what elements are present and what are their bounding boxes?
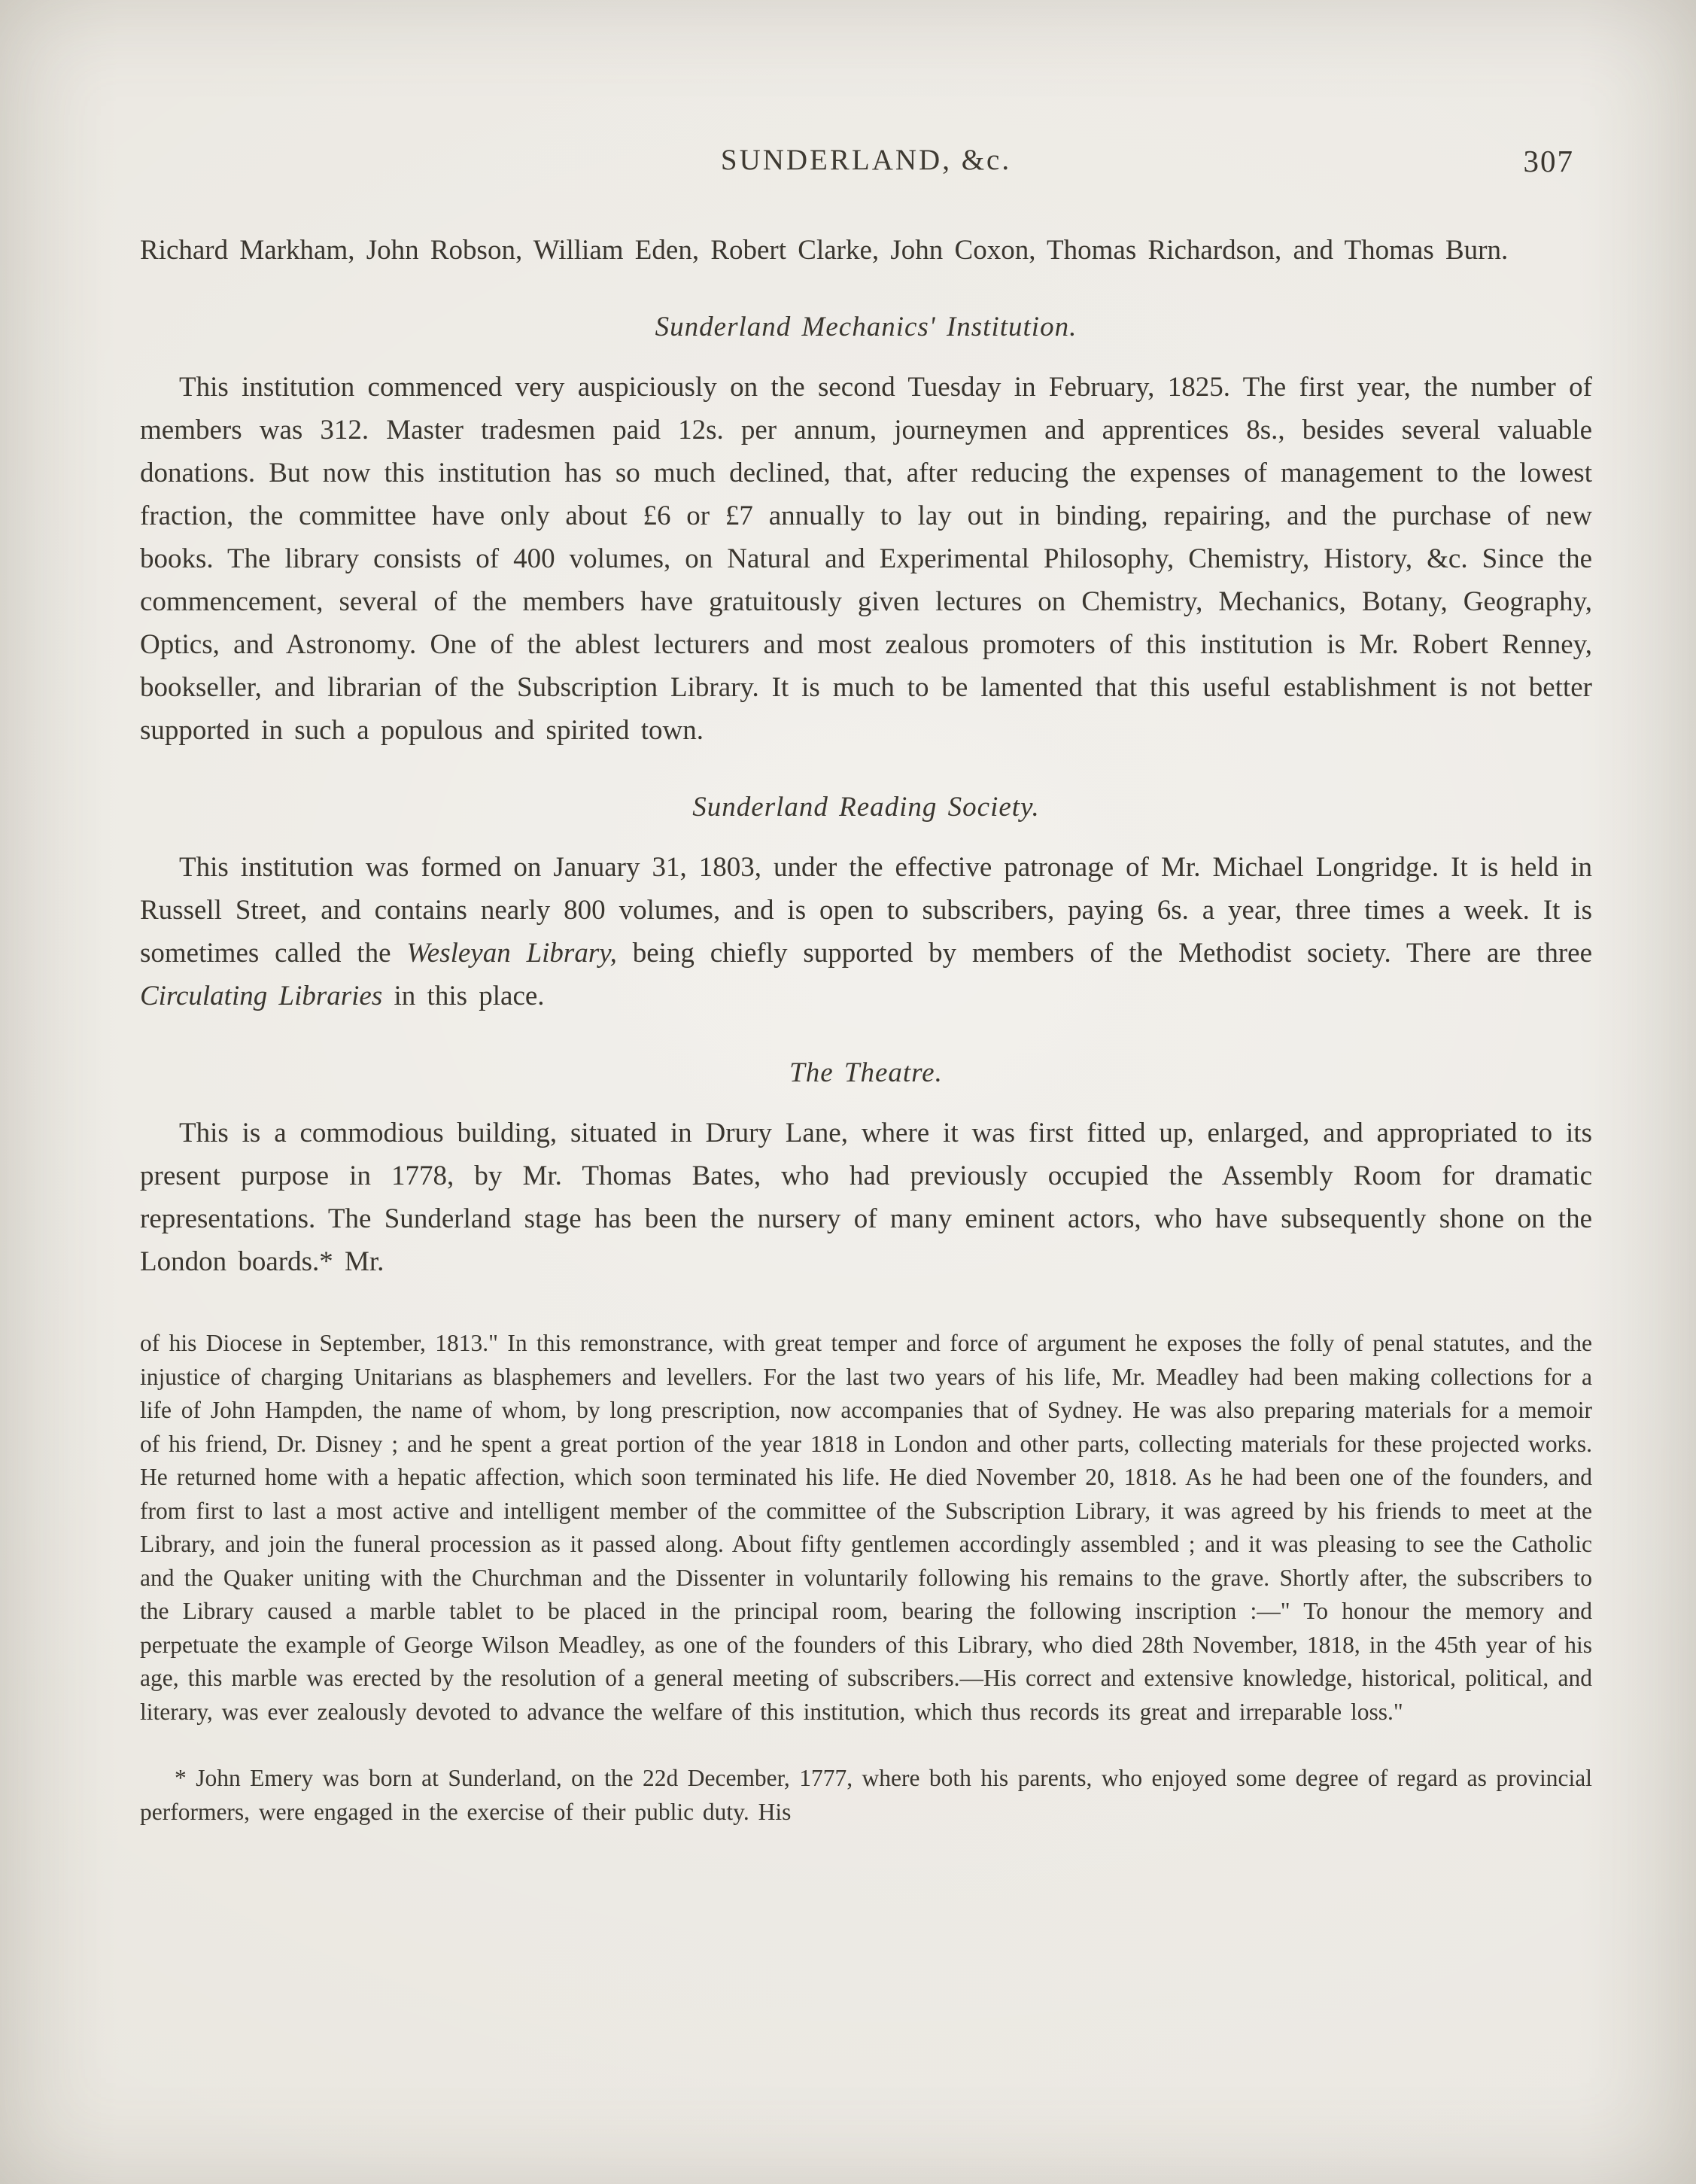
theatre-paragraph: This is a commodious building, situated in Drury Lane, where it was first fitted up, enlarged, and appropriated to its present purpose in 1778, by Mr. Thomas Bates, who had previously occupied the Assembly Room for dramatic representations. The Sunderland stage has been the nursery of many eminent actors, who have subsequently shone on the London boards.* Mr. <box>140 1118 1592 1277</box>
section-heading-mechanics-institution: Sunderland Mechanics' Institution. <box>655 312 1077 342</box>
footnote-emery: * John Emery was born at Sunderland, on the 22d December, 1777, where both his parents, who enjoyed some degree of regard as provincial performers, were engaged in the exercise of their public duty. His <box>140 1765 1592 1825</box>
footnote-meadley: of his Diocese in September, 1813." In this remonstrance, with great temper and force of argument he exposes the folly of penal statutes, and the injustice of charging Unitarians as blasphemers and levellers. For the last two years of his life, Mr. Meadley had been making collections for a life of John Hampden, the name of whom, by long prescription, now accompanies that of Sydney. He was also preparing materials for a memoir of his friend, Dr. Disney ; and he spent a great portion of the year 1818 in London and other parts, collecting materials for these projected works. He returned home with a hepatic affection, which soon terminated his life. He died November 20, 1818. As he had been one of the founders, and from first to last a most active and intelligent member of the committee of the Subscription Library, it was agreed by his friends to meet at the Library, and join the funeral procession as it passed along. About fifty gentlemen accordingly assembled ; and it was pleasing to see the Catholic and the Quaker uniting with the Churchman and the Dissenter in voluntarily following his remains to the grave. Shortly after, the subscribers to the Library caused a marble tablet to be placed in the principal room, bearing the following inscription :—" To honour the memory and perpetuate the example of George Wilson Meadley, as one of the founders of this Library, who died 28th November, 1818, in the 45th year of his age, this marble was erected by the resolution of a general meeting of subscribers.—His correct and extensive knowledge, historical, political, and literary, was ever zealously devoted to advance the welfare of this institution, which thus records its great and irreparable loss." <box>140 1330 1592 1725</box>
circulating-libraries-italic: Circulating Libraries <box>140 981 383 1011</box>
running-title: SUNDERLAND, &c. <box>720 144 1012 176</box>
reading-society-text-2: being chiefly supported by members of the Methodist society. There are three <box>616 938 1592 969</box>
section-heading-reading-society: Sunderland Reading Society. <box>692 792 1040 823</box>
reading-society-text-1: This institution was formed on January 31, 1803, under the effective patronage of Mr. Michael Longridge. It is held in Russell Street, and contains nearly 800 volumes, and is open to subscribers, paying 6s. a year, three times a week. It is sometimes called the <box>140 852 1592 969</box>
footnote-block <box>140 1327 1592 1829</box>
page-header <box>140 143 1592 184</box>
section-heading-theatre: The Theatre. <box>789 1057 943 1088</box>
page-number: 307 <box>1523 144 1574 178</box>
reading-society-paragraph <box>140 846 1592 1017</box>
continuation-paragraph: Richard Markham, John Robson, William Eden, Robert Clarke, John Coxon, Thomas Richardson, and Thomas Burn. <box>140 235 1509 266</box>
mechanics-institution-paragraph: This institution commenced very auspiciously on the second Tuesday in February, 1825. The first year, the number of members was 312. Master tradesmen paid 12s. per annum, journeymen and apprentices 8s., besides several valuable donations. But now this institution has so much declined, that, after reducing the expenses of management to the lowest fraction, the committee have only about £6 or £7 annually to lay out in binding, repairing, and the purchase of new books. The library consists of 400 volumes, on Natural and Experimental Philosophy, Chemistry, History, &c. Since the commencement, several of the members have gratuitously given lectures on Chemistry, Mechanics, Botany, Geography, Optics, and Astronomy. One of the ablest lecturers and most zealous promoters of this institution is Mr. Robert Renney, bookseller, and librarian of the Subscription Library. It is much to be lamented that this useful establishment is not better supported in such a populous and spirited town. <box>140 372 1592 746</box>
reading-society-text-3: in this place. <box>382 981 545 1011</box>
wesleyan-library-italic: Wesleyan Library, <box>406 938 617 969</box>
